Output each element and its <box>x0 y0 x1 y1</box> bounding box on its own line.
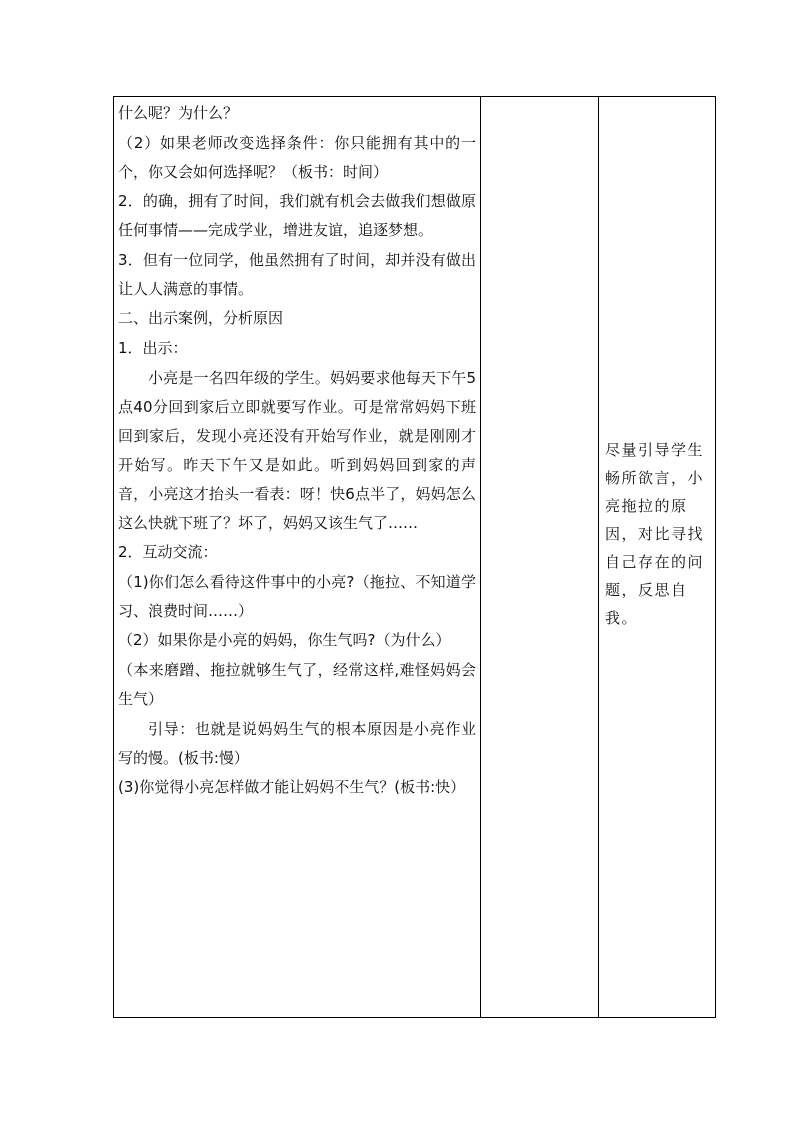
design-intent-column <box>605 436 711 632</box>
paragraph: 2．的确，拥有了时间，我们就有机会去做我们想做原任何事情——完成学业，增进友谊，追逐梦想。 <box>118 192 476 240</box>
paragraph: 3．但有一位同学，他虽然拥有了时间，却并没有做出让人人满意的事情。 <box>118 250 476 298</box>
teaching-process-column <box>118 99 476 803</box>
paragraph: 1．出示： <box>118 338 188 357</box>
section-heading: 二、出示案例，分析原因 <box>118 309 284 328</box>
column-divider-1 <box>480 97 481 1017</box>
lesson-table <box>113 96 716 1018</box>
case-story: 小亮是一名四年级的学生。妈妈要求他每天下午5点40分回到家后立即就要写作业。可是常常妈妈下班回到家后，发现小亮还没有开始写作业，就是刚刚才开始写。昨天下午又是如此。听到妈妈回到家的声音，小亮这才抬头一看表：呀！快6点半了，妈妈怎么这么快就下班了？坏了，妈妈又该生气了…… <box>118 368 476 532</box>
paragraph: （2）如果你是小亮的妈妈，你生气吗?（为什么） <box>118 631 451 650</box>
paragraph: (3)你觉得小亮怎样做才能让妈妈不生气？(板书:快） <box>118 778 466 797</box>
paragraph: （1)你们怎么看待这件事中的小亮?（拖拉、不知道学习、浪费时间……） <box>118 572 476 620</box>
paragraph: （本来磨蹭、拖拉就够生气了，经常这样,难怪妈妈会生气） <box>118 660 476 708</box>
paragraph: （2）如果老师改变选择条件：你只能拥有其中的一个，你又会如何选择呢？（板书：时间） <box>118 133 476 181</box>
paragraph: 2．互动交流： <box>118 543 218 562</box>
column-divider-2 <box>598 97 599 1017</box>
paragraph: 引导：也就是说妈妈生气的根本原因是小亮作业写的慢。(板书:慢） <box>118 719 476 767</box>
design-note: 尽量引导学生畅所欲言，小亮拖拉的原因，对比寻找自己存在的问题，反思自我。 <box>605 441 705 627</box>
paragraph: 什么呢？为什么？ <box>118 104 239 122</box>
